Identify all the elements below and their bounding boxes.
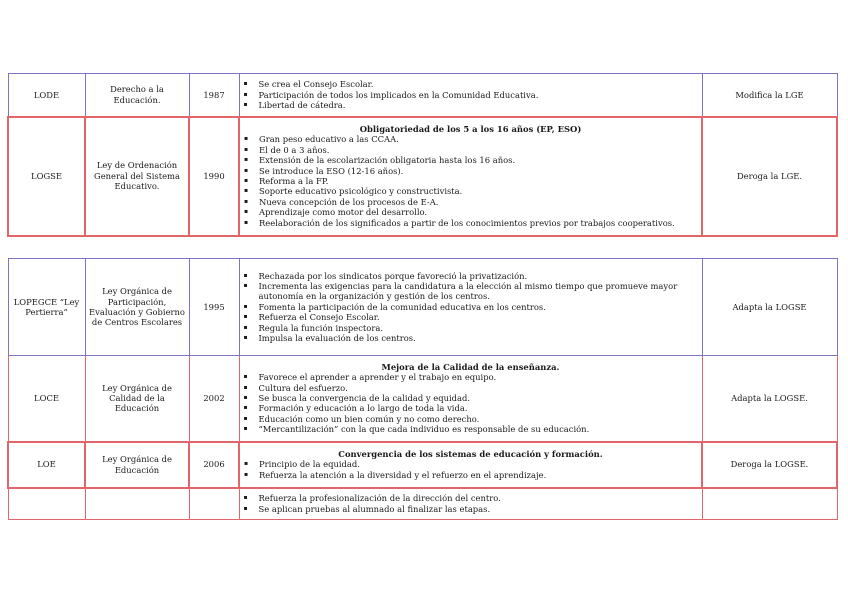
law-table-bottom: [7, 258, 838, 520]
law-year: 1990: [189, 117, 239, 236]
law-point: ▪ Formación y educación a lo largo de toda la vida.: [259, 403, 699, 413]
law-point: ▪ Se introduce la ESO (12-16 años).: [259, 166, 698, 176]
law-heading: Convergencia de los sistemas de educación y formación.: [338, 448, 603, 459]
law-points: [243, 79, 699, 110]
law-point: ▪ Soporte educativo psicológico y constructivista.: [259, 186, 698, 196]
law-points: [243, 459, 698, 480]
law-relation: [702, 488, 837, 520]
law-point: ▪ Principio de la equidad.: [259, 459, 698, 469]
table-row-lopegce: [8, 259, 837, 356]
table-row-lode: [8, 74, 837, 117]
law-abbr: LOE: [8, 442, 85, 488]
law-point: ▪ El de 0 a 3 años.: [259, 145, 698, 155]
law-point: ▪ Se busca la convergencia de la calidad y equidad.: [259, 393, 699, 403]
law-table-top: [7, 73, 838, 237]
law-point: ▪ Reforma a la FP.: [259, 176, 698, 186]
law-points: [243, 372, 699, 434]
law-points: [243, 134, 698, 228]
law-relation: Modifica la LGE: [702, 74, 837, 117]
law-name: [85, 488, 189, 520]
law-point: ▪ Regula la función inspectora.: [259, 323, 699, 333]
law-name: Derecho a la Educación.: [85, 74, 189, 117]
law-point: ▪ Refuerza la profesionalización de la dirección del centro.: [259, 493, 699, 503]
law-year: [189, 488, 239, 520]
law-abbr: [8, 488, 85, 520]
law-abbr: LOCE: [8, 356, 85, 442]
law-relation: Adapta la LOGSE.: [702, 356, 837, 442]
law-description: [239, 488, 702, 520]
law-point: ▪ Rechazada por los sindicatos porque favoreció la privatización.: [259, 271, 699, 281]
law-heading: Mejora de la Calidad de la enseñanza.: [381, 361, 560, 372]
law-abbr: LOGSE: [8, 117, 85, 236]
law-name: Ley Orgánica de Educación: [85, 442, 189, 488]
law-point: ▪ Nueva concepción de los procesos de E-A.: [259, 197, 698, 207]
law-abbr: LOPEGCE “Ley Pertierra”: [8, 259, 85, 356]
law-name: Ley Orgánica de Calidad de la Educación: [85, 356, 189, 442]
law-description: [239, 259, 702, 356]
law-point: ▪ Se crea el Consejo Escolar.: [259, 79, 699, 89]
law-point: ▪ Libertad de cátedra.: [259, 100, 699, 110]
law-point: ▪ Impulsa la evaluación de los centros.: [259, 333, 699, 343]
table-row-logse: [8, 117, 837, 236]
law-description: [239, 356, 702, 442]
law-year: 2002: [189, 356, 239, 442]
law-point: ▪ “Mercantilización” con la que cada individuo es responsable de su educación.: [259, 424, 699, 434]
law-point: ▪ Cultura del esfuerzo.: [259, 383, 699, 393]
law-points: [243, 271, 699, 344]
law-year: 1987: [189, 74, 239, 117]
law-point: ▪ Gran peso educativo a las CCAA.: [259, 134, 698, 144]
law-point: ▪ Refuerza la atención a la diversidad y el refuerzo en el aprendizaje.: [259, 470, 698, 480]
law-relation: Adapta la LOGSE: [702, 259, 837, 356]
law-point: ▪ Favorece el aprender a aprender y el trabajo en equipo.: [259, 372, 699, 382]
law-point: ▪ Participación de todos los implicados en la Comunidad Educativa.: [259, 90, 699, 100]
law-description: [239, 117, 702, 236]
law-name: Ley de Ordenación General del Sistema Educativo.: [85, 117, 189, 236]
law-points: [243, 493, 699, 514]
law-point: ▪ Extensión de la escolarización obligatoria hasta los 16 años.: [259, 155, 698, 165]
law-relation: Deroga la LOGSE.: [702, 442, 837, 488]
table-row-loce: [8, 356, 837, 442]
law-year: 1995: [189, 259, 239, 356]
law-abbr: LODE: [8, 74, 85, 117]
law-point: ▪ Refuerza el Consejo Escolar.: [259, 312, 699, 322]
law-year: 2006: [189, 442, 239, 488]
law-point: ▪ Reelaboración de los significados a partir de los conocimientos previos por trabajos cooperativos.: [259, 218, 698, 228]
law-heading: Obligatoriedad de los 5 a los 16 años (EP, ESO): [359, 123, 582, 134]
table-row-loe: [8, 442, 837, 488]
table-row-continuation: [8, 488, 837, 520]
law-point: ▪ Fomenta la participación de la comunidad educativa en los centros.: [259, 302, 699, 312]
law-point: ▪ Educación como un bien común y no como derecho.: [259, 414, 699, 424]
law-description: [239, 74, 702, 117]
law-description: [239, 442, 702, 488]
law-point: ▪ Incrementa las exigencias para la candidatura a la elección al mismo tiempo que promueve mayor autonomía en la organización y gestión de los centros.: [259, 281, 699, 302]
law-point: ▪ Aprendizaje como motor del desarrollo.: [259, 207, 698, 217]
law-name: Ley Orgánica de Participación, Evaluación y Gobierno de Centros Escolares: [85, 259, 189, 356]
law-relation: Deroga la LGE.: [702, 117, 837, 236]
law-point: ▪ Se aplican pruebas al alumnado al finalizar las etapas.: [259, 504, 699, 514]
